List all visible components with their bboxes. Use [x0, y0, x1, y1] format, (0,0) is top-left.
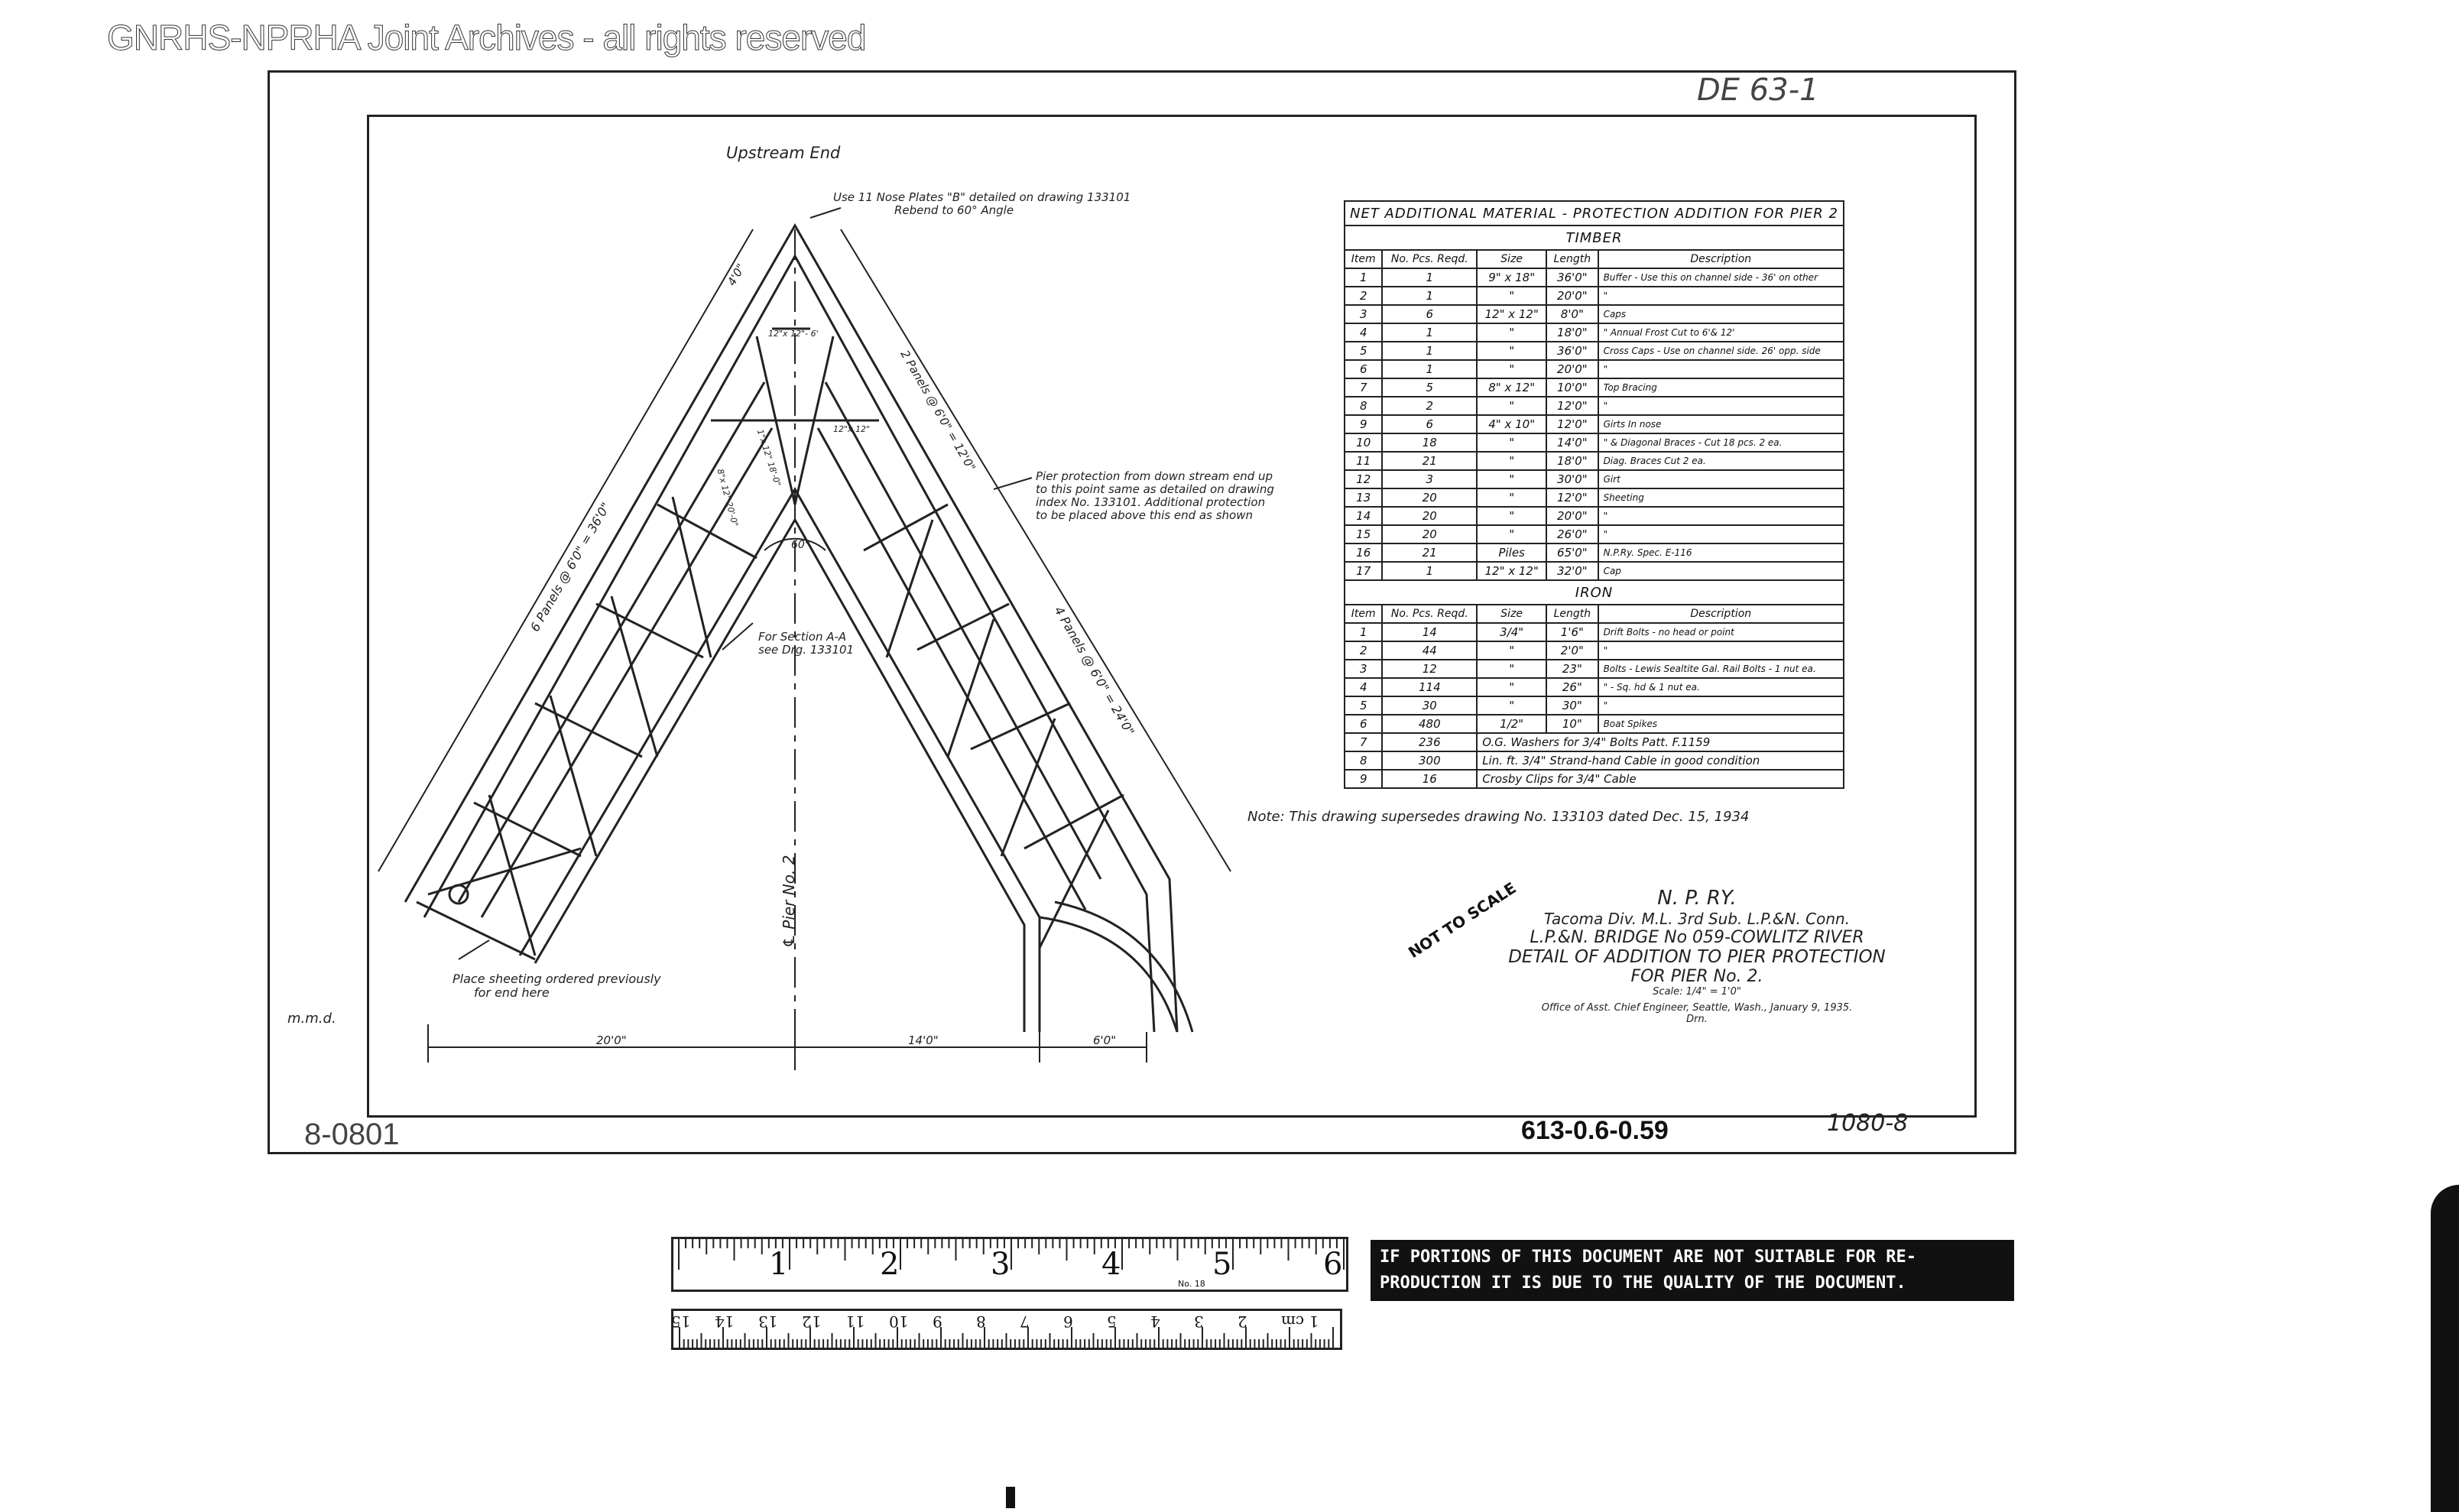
- table-cell: 2: [1345, 641, 1382, 660]
- section-note-line: For Section A-A: [758, 630, 847, 644]
- table-cell: 10: [1345, 433, 1382, 452]
- table-cell: Cross Caps - Use on channel side. 26' opp. side: [1598, 342, 1844, 360]
- table-cell: 4: [1345, 323, 1382, 342]
- top-dimension: 4'0": [725, 261, 748, 288]
- table-cell: Diag. Braces Cut 2 ea.: [1598, 452, 1844, 470]
- table-cell: Sheeting: [1598, 488, 1844, 507]
- table-row: [1345, 470, 1844, 488]
- table-cell: Top Bracing: [1598, 378, 1844, 397]
- table-cell: 36'0": [1546, 268, 1598, 287]
- table-cell: 6: [1345, 715, 1382, 733]
- table-cell: 9" x 18": [1477, 268, 1546, 287]
- table-cell: 12'0": [1546, 415, 1598, 433]
- table-row: [1345, 305, 1844, 323]
- table-cell: Lin. ft. 3/4" Strand-hand Cable in good condition: [1477, 751, 1844, 770]
- table-cell: 7: [1345, 733, 1382, 751]
- pier-centerline-label: ℄ Pier No. 2: [780, 855, 798, 948]
- table-cell: 12: [1345, 470, 1382, 488]
- ruler-cm-label: 2: [1238, 1312, 1247, 1331]
- table-cell: ": [1477, 452, 1546, 470]
- table-cell: " Annual Frost Cut to 6'& 12': [1598, 323, 1844, 342]
- table-cell: 26'0": [1546, 525, 1598, 543]
- table-row: [1345, 562, 1844, 580]
- quality-notice-line: PRODUCTION IT IS DUE TO THE QUALITY OF THE DOCUMENT.: [1380, 1274, 1906, 1293]
- right-panels-dimension: 4 Panels @ 6'0" = 24'0": [1051, 604, 1137, 738]
- ruler-cm-label: 11: [845, 1312, 865, 1331]
- table-cell: ": [1477, 641, 1546, 660]
- table-row: [1345, 641, 1844, 660]
- table-cell: 15: [1345, 525, 1382, 543]
- table-cell: 23": [1546, 660, 1598, 678]
- table-cell: 1: [1382, 360, 1477, 378]
- table-cell: 20: [1382, 488, 1477, 507]
- iron-heading: IRON: [1345, 580, 1844, 605]
- table-cell: 13: [1345, 488, 1382, 507]
- archive-watermark-title: GNRHS-NPRHA Joint Archives - all rights reserved: [107, 18, 866, 57]
- table-cell: 7: [1345, 378, 1382, 397]
- bottom-dimension: 20'0": [596, 1033, 627, 1047]
- ruler-cm-label: 8: [976, 1312, 986, 1331]
- column-header: Length: [1546, 605, 1598, 623]
- bottom-dimension: 14'0": [908, 1033, 939, 1047]
- side-initials: m.m.d.: [287, 1011, 336, 1027]
- drawing-number: 613-0.6-0.59: [1521, 1116, 1669, 1145]
- table-row: [1345, 770, 1844, 788]
- table-row: [1345, 378, 1844, 397]
- table-cell: ": [1598, 507, 1844, 525]
- table-cell: 1: [1382, 323, 1477, 342]
- left-sheet-number: 8-0801: [304, 1118, 400, 1151]
- sheeting-note: [453, 972, 661, 1000]
- table-row: [1345, 623, 1844, 641]
- table-cell: ": [1477, 323, 1546, 342]
- ruler-inch-label: 3: [991, 1247, 1011, 1282]
- table-cell: 1: [1382, 342, 1477, 360]
- table-cell: 18'0": [1546, 323, 1598, 342]
- table-cell: ": [1477, 287, 1546, 305]
- column-header: Length: [1546, 250, 1598, 268]
- table-cell: 8'0": [1546, 305, 1598, 323]
- nose-plate-note: [833, 191, 1131, 217]
- table-cell: 1: [1382, 268, 1477, 287]
- column-header: Size: [1477, 605, 1546, 623]
- column-header: Size: [1477, 250, 1546, 268]
- material-table: [1344, 200, 1838, 789]
- table-cell: Cap: [1598, 562, 1844, 580]
- ruler-cm-label: 9: [933, 1312, 942, 1331]
- table-row: [1345, 323, 1844, 342]
- table-row: [1345, 678, 1844, 696]
- table-cell: 30: [1382, 696, 1477, 715]
- ruler-cm-label: 4: [1150, 1312, 1160, 1331]
- table-cell: 36'0": [1546, 342, 1598, 360]
- table-cell: 12" x 12": [1477, 562, 1546, 580]
- table-cell: 11: [1345, 452, 1382, 470]
- quality-notice-line: IF PORTIONS OF THIS DOCUMENT ARE NOT SUITABLE FOR RE-: [1380, 1248, 1916, 1267]
- table-cell: 6: [1382, 305, 1477, 323]
- table-cell: 3: [1345, 305, 1382, 323]
- table-cell: 3: [1382, 470, 1477, 488]
- table-row: [1345, 507, 1844, 525]
- table-cell: ": [1477, 678, 1546, 696]
- table-cell: 2: [1382, 397, 1477, 415]
- table-row: [1345, 543, 1844, 562]
- table-cell: 20'0": [1546, 287, 1598, 305]
- nose-note-line: Rebend to 60° Angle: [894, 203, 1014, 217]
- table-cell: Drift Bolts - no head or point: [1598, 623, 1844, 641]
- ruler-cm-label: 15: [671, 1312, 691, 1331]
- scan-mark: [1006, 1487, 1015, 1508]
- table-row: [1345, 433, 1844, 452]
- bottom-dimension: 6'0": [1093, 1033, 1117, 1047]
- table-cell: 9: [1345, 415, 1382, 433]
- ruler-inch-label: 1: [769, 1247, 789, 1282]
- left-panels-dimension: 6 Panels @ 6'0" = 36'0": [527, 500, 614, 634]
- table-cell: Crosby Clips for 3/4" Cable: [1477, 770, 1844, 788]
- pier-note-line: index No. 133101. Additional protection: [1036, 495, 1266, 509]
- table-row: [1345, 415, 1844, 433]
- table-cell: 26": [1546, 678, 1598, 696]
- table-cell: ": [1477, 397, 1546, 415]
- table-cell: 12" x 12": [1477, 305, 1546, 323]
- table-cell: 30": [1546, 696, 1598, 715]
- table-row: [1345, 452, 1844, 470]
- table-cell: 5: [1345, 696, 1382, 715]
- sheeting-note-line: Place sheeting ordered previously: [453, 972, 661, 986]
- table-cell: ": [1477, 488, 1546, 507]
- column-header: Item: [1345, 605, 1382, 623]
- scan-edge: [2431, 1185, 2459, 1512]
- table-cell: 10'0": [1546, 378, 1598, 397]
- nose-note-line: Use 11 Nose Plates "B" detailed on drawing 133101: [833, 190, 1131, 204]
- angle-label: 60°: [791, 539, 810, 551]
- table-cell: 5: [1382, 378, 1477, 397]
- ruler-cm-label: 7: [1020, 1312, 1030, 1331]
- table-cell: 20: [1382, 525, 1477, 543]
- table-cell: Boat Spikes: [1598, 715, 1844, 733]
- top-panels-dimension: 2 Panels @ 6'0" = 12'0": [897, 348, 978, 474]
- table-cell: 32'0": [1546, 562, 1598, 580]
- detail-line: DETAIL OF ADDITION TO PIER PROTECTION: [1508, 947, 1886, 967]
- table-row: [1345, 696, 1844, 715]
- timber-label: 12"x 12"- 6': [768, 329, 819, 339]
- table-cell: 8: [1345, 751, 1382, 770]
- table-cell: 12'0": [1546, 488, 1598, 507]
- table-cell: 300: [1382, 751, 1477, 770]
- table-cell: 44: [1382, 641, 1477, 660]
- table-cell: 18: [1382, 433, 1477, 452]
- table-cell: 20: [1382, 507, 1477, 525]
- table-row: [1345, 342, 1844, 360]
- title-block: [1460, 887, 1934, 1025]
- table-cell: ": [1598, 696, 1844, 715]
- ruler-model: No. 18: [1178, 1279, 1205, 1289]
- table-cell: 114: [1382, 678, 1477, 696]
- table-cell: Bolts - Lewis Sealtite Gal. Rail Bolts - 1 nut ea.: [1598, 660, 1844, 678]
- table-cell: 14: [1382, 623, 1477, 641]
- table-cell: 21: [1382, 543, 1477, 562]
- ruler-cm-label: 10: [889, 1312, 909, 1331]
- pier-protection-note: [1036, 470, 1274, 522]
- sheeting-note-line: for end here: [474, 985, 550, 1000]
- table-cell: Buffer - Use this on channel side - 36' on other: [1598, 268, 1844, 287]
- table-cell: 18'0": [1546, 452, 1598, 470]
- table-cell: Girts In nose: [1598, 415, 1844, 433]
- column-header: No. Pcs. Reqd.: [1382, 605, 1477, 623]
- division-line: Tacoma Div. M.L. 3rd Sub. L.P.&N. Conn.: [1543, 910, 1851, 928]
- table-row: [1345, 715, 1844, 733]
- table-cell: ": [1477, 470, 1546, 488]
- ruler-cm-label: 14: [715, 1312, 735, 1331]
- pier-note-line: to be placed above this end as shown: [1036, 508, 1253, 522]
- table-row: [1345, 660, 1844, 678]
- inner-outline: [520, 489, 1040, 1032]
- table-cell: ": [1598, 641, 1844, 660]
- column-header: No. Pcs. Reqd.: [1382, 250, 1477, 268]
- table-cell: 2: [1345, 287, 1382, 305]
- table-cell: 236: [1382, 733, 1477, 751]
- table-cell: ": [1477, 433, 1546, 452]
- table-cell: ": [1477, 660, 1546, 678]
- pier-note-line: to this point same as detailed on drawing: [1036, 482, 1274, 496]
- table-row: [1345, 751, 1844, 770]
- table-cell: " - Sq. hd & 1 nut ea.: [1598, 678, 1844, 696]
- ruler-inch-label: 5: [1212, 1247, 1232, 1282]
- pier-line: FOR PIER No. 2.: [1630, 967, 1763, 986]
- table-row: [1345, 287, 1844, 305]
- table-cell: Caps: [1598, 305, 1844, 323]
- table-cell: 1: [1345, 623, 1382, 641]
- drawn-initials: Drn.: [1686, 1014, 1708, 1025]
- table-row: [1345, 733, 1844, 751]
- timber-label: 1"x 12" 18'-0": [754, 428, 783, 488]
- table-cell: 21: [1382, 452, 1477, 470]
- table-cell: 3: [1345, 660, 1382, 678]
- ruler-cm-label: 13: [758, 1312, 778, 1331]
- table-cell: 12'0": [1546, 397, 1598, 415]
- table-cell: 3/4": [1477, 623, 1546, 641]
- table-cell: 1: [1382, 287, 1477, 305]
- column-header: Description: [1598, 250, 1844, 268]
- table-cell: O.G. Washers for 3/4" Bolts Patt. F.1159: [1477, 733, 1844, 751]
- table-cell: N.P.Ry. Spec. E-116: [1598, 543, 1844, 562]
- table-cell: 1: [1382, 562, 1477, 580]
- quality-notice: [1371, 1240, 2014, 1301]
- table-cell: Girt: [1598, 470, 1844, 488]
- bridge-line: L.P.&N. BRIDGE No 059-COWLITZ RIVER: [1530, 928, 1864, 947]
- table-cell: 6: [1382, 415, 1477, 433]
- ruler-cm-label: 6: [1063, 1312, 1073, 1331]
- table-cell: ": [1477, 696, 1546, 715]
- table-cell: 12: [1382, 660, 1477, 678]
- upstream-label: Upstream End: [726, 144, 841, 162]
- table-title: NET ADDITIONAL MATERIAL - PROTECTION ADDITION FOR PIER 2: [1345, 201, 1844, 226]
- ruler-inch-label: 4: [1101, 1247, 1121, 1282]
- corner-mark: DE 63-1: [1697, 73, 1819, 108]
- railway-name: N. P. RY.: [1657, 887, 1737, 910]
- section-note: [758, 631, 854, 657]
- ruler-cm-label: 5: [1107, 1312, 1117, 1331]
- ruler-cm-label: 12: [802, 1312, 822, 1331]
- table-cell: ": [1598, 397, 1844, 415]
- column-header: Description: [1598, 605, 1844, 623]
- pier-note-line: Pier protection from down stream end up: [1036, 469, 1273, 483]
- table-cell: 14'0": [1546, 433, 1598, 452]
- ruler-cm-label: 3: [1194, 1312, 1204, 1331]
- office-line: Office of Asst. Chief Engineer, Seattle, Wash., January 9, 1935.: [1541, 1002, 1853, 1014]
- table-cell: ": [1477, 360, 1546, 378]
- table-row: [1345, 268, 1844, 287]
- table-cell: 20'0": [1546, 360, 1598, 378]
- table-cell: 5: [1345, 342, 1382, 360]
- table-row: [1345, 525, 1844, 543]
- table-cell: Piles: [1477, 543, 1546, 562]
- table-cell: 10": [1546, 715, 1598, 733]
- table-cell: 9: [1345, 770, 1382, 788]
- not-to-scale-stamp: NOT TO SCALE: [1405, 878, 1520, 962]
- table-cell: 1/2": [1477, 715, 1546, 733]
- scale-line: Scale: 1/4" = 1'0": [1653, 986, 1741, 998]
- timber-heading: TIMBER: [1345, 226, 1844, 250]
- table-cell: 20'0": [1546, 507, 1598, 525]
- timber-table: [1344, 200, 1844, 789]
- table-row: [1345, 360, 1844, 378]
- table-cell: 1: [1345, 268, 1382, 287]
- section-note-line: see Drg. 133101: [758, 643, 855, 657]
- table-cell: 4" x 10": [1477, 415, 1546, 433]
- table-cell: ": [1598, 525, 1844, 543]
- cm-ruler: [671, 1309, 1342, 1350]
- ruler-inch-label: 6: [1323, 1247, 1343, 1282]
- table-cell: 2'0": [1546, 641, 1598, 660]
- table-cell: ": [1598, 287, 1844, 305]
- table-cell: 30'0": [1546, 470, 1598, 488]
- table-cell: 8" x 12": [1477, 378, 1546, 397]
- table-row: [1345, 488, 1844, 507]
- table-cell: ": [1598, 360, 1844, 378]
- table-cell: ": [1477, 507, 1546, 525]
- right-sheet-number: 1080-8: [1827, 1110, 1909, 1137]
- timber-label: 12"x 12": [833, 424, 871, 434]
- column-header: Item: [1345, 250, 1382, 268]
- table-cell: 8: [1345, 397, 1382, 415]
- table-row: [1345, 397, 1844, 415]
- table-cell: 16: [1382, 770, 1477, 788]
- ruler-cm-label: 1 cm: [1281, 1312, 1319, 1331]
- table-cell: 14: [1345, 507, 1382, 525]
- table-cell: ": [1477, 342, 1546, 360]
- supersede-note: Note: This drawing supersedes drawing No. 133103 dated Dec. 15, 1934: [1247, 809, 1750, 825]
- ruler-inch-label: 2: [880, 1247, 900, 1282]
- table-cell: 17: [1345, 562, 1382, 580]
- timber-label: 8"x 12" 20'-0": [715, 468, 741, 528]
- table-cell: 1'6": [1546, 623, 1598, 641]
- table-cell: ": [1477, 525, 1546, 543]
- table-cell: 16: [1345, 543, 1382, 562]
- table-cell: 480: [1382, 715, 1477, 733]
- table-cell: 4: [1345, 678, 1382, 696]
- table-cell: " & Diagonal Braces - Cut 18 pcs. 2 ea.: [1598, 433, 1844, 452]
- table-cell: 65'0": [1546, 543, 1598, 562]
- inch-ruler: [671, 1237, 1348, 1292]
- table-cell: 6: [1345, 360, 1382, 378]
